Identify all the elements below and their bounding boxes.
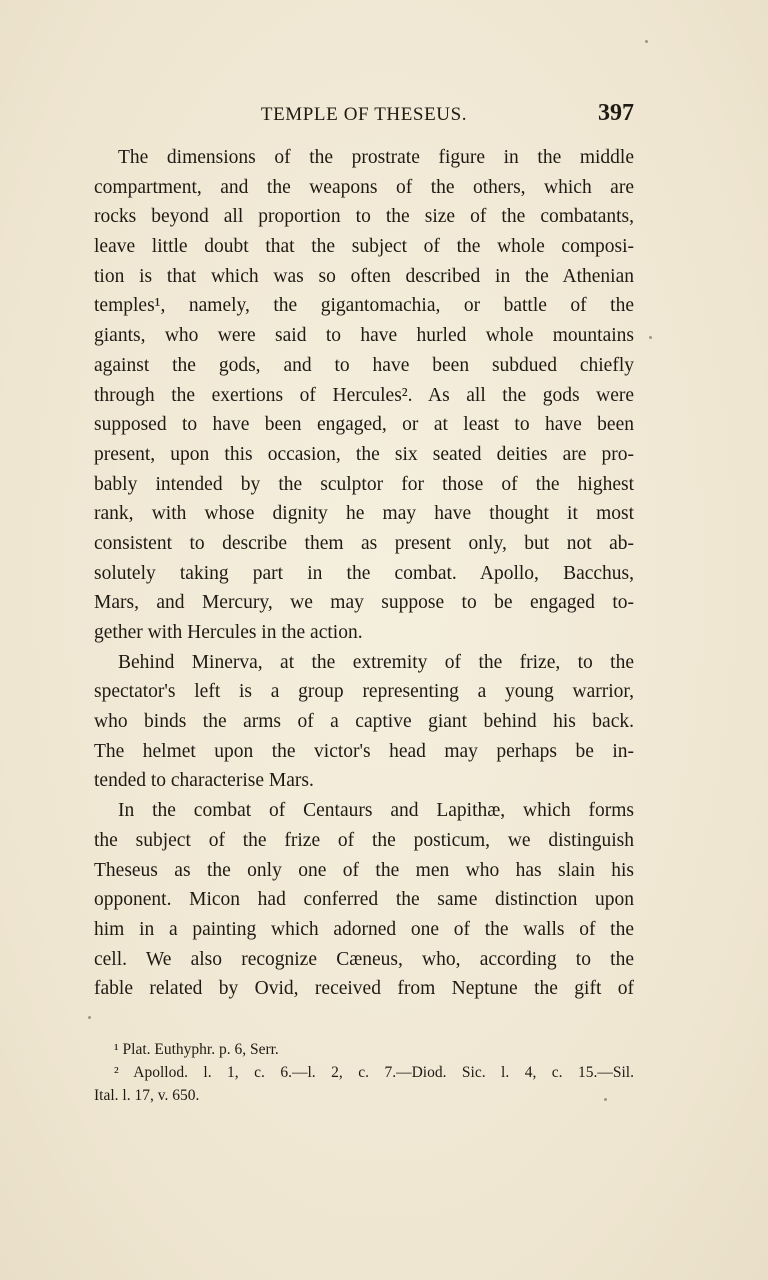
text-line: solutely taking part in the combat. Apollo, Bacchus, [94,562,634,584]
text-line: Theseus as the only one of the men who has slain his [94,859,634,881]
text-line: giants, who were said to have hurled whole mountains [94,325,634,347]
text-line: leave little doubt that the subject of the whole composi- [94,236,634,258]
body-text [94,143,634,1004]
text-line: him in a painting which adorned one of the walls of the [94,918,634,940]
text-line: tion is that which was so often described in the Athenian [94,265,634,287]
text-line: The helmet upon the victor's head may perhaps be in- [94,740,634,762]
text-line: cell. We also recognize Cæneus, who, according to the [94,948,634,970]
paper-speck [604,1098,607,1101]
footnote-line: Ital. l. 17, v. 650. [94,1087,200,1104]
text-line: gether with Hercules in the action. [94,622,363,643]
text-line: fable related by Ovid, received from Neptune the gift of [94,978,634,1000]
text-line: bably intended by the sculptor for those of the highest [94,473,634,495]
footnotes [94,1038,634,1107]
text-line: rocks beyond all proportion to the size of the combatants, [94,206,634,228]
footnote-line: ² Apollod. l. 1, c. 6.—l. 2, c. 7.—Diod. Sic. l. 4, c. 15.—Sil. [114,1064,634,1081]
text-line: spectator's left is a group representing a young warrior, [94,681,634,703]
text-line: compartment, and the weapons of the others, which are [94,176,634,198]
running-head: TEMPLE OF THESEUS. [260,104,468,125]
text-line: Behind Minerva, at the extremity of the frize, to the [118,651,634,673]
paper-speck [88,1016,91,1019]
text-line: In the combat of Centaurs and Lapithæ, which forms [118,800,634,822]
text-line: opponent. Micon had conferred the same distinction upon [94,889,634,911]
text-line: rank, with whose dignity he may have thought it most [94,503,634,525]
text-line: The dimensions of the prostrate figure in the middle [118,147,634,168]
footnote-line: ¹ Plat. Euthyphr. p. 6, Serr. [114,1041,279,1058]
text-line: present, upon this occasion, the six seated deities are pro- [94,443,634,465]
text-line: the subject of the frize of the posticum, we distinguish [94,829,634,851]
text-line: temples¹, namely, the gigantomachia, or battle of the [94,295,634,317]
paper-speck [645,40,648,43]
text-line: Mars, and Mercury, we may suppose to be engaged to- [94,592,634,614]
text-line: who binds the arms of a captive giant behind his back. [94,711,634,733]
text-line: against the gods, and to have been subdued chiefly [94,354,634,376]
page-header [94,100,634,132]
text-line: through the exertions of Hercules². As all the gods were [94,384,634,406]
paper-speck [649,336,652,339]
text-line: tended to characterise Mars. [94,770,314,792]
text-line: supposed to have been engaged, or at least to have been [94,414,634,436]
page-number: 397 [598,100,634,126]
text-line: consistent to describe them as present only, but not ab- [94,532,634,554]
